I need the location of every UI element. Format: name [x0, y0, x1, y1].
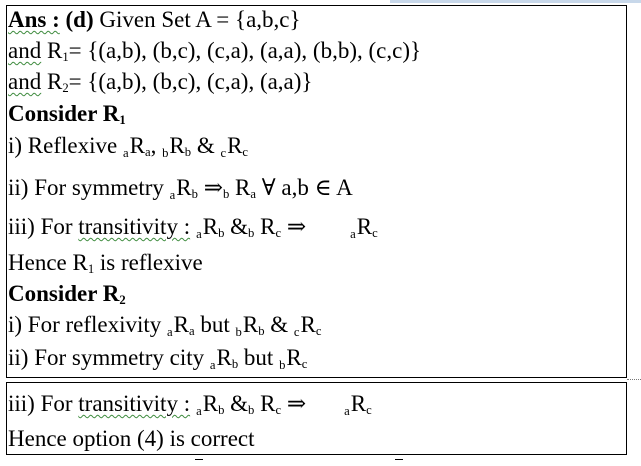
pre-sub: a: [209, 358, 216, 373]
reflexive-line: [8, 132, 248, 160]
r-symbol: R: [41, 69, 63, 94]
subscript: c: [315, 324, 322, 339]
bottom-bracket-marks: [195, 459, 415, 465]
r-symbol: R: [129, 133, 145, 158]
subscript: 1: [62, 50, 69, 65]
final-answer-text: Hence option (4) is correct: [8, 426, 255, 451]
symmetry-line: [8, 174, 353, 202]
r-symbol: R: [286, 345, 302, 370]
pre-sub: b: [162, 146, 169, 161]
given-set-text: Given Set A = {a,b,c}: [93, 7, 301, 32]
pre-sub: a: [196, 227, 202, 242]
r-symbol: R: [350, 391, 367, 416]
pre-sub: a: [350, 227, 356, 242]
ampersand: &: [224, 214, 249, 239]
pre-sub: a: [122, 146, 129, 161]
ampersand: &: [191, 133, 221, 158]
subscript: a: [250, 187, 257, 202]
pre-sub: a: [344, 404, 350, 419]
transitivity-label: iii) For: [8, 391, 79, 416]
r-symbol: R: [254, 214, 276, 239]
symmetry-label: ii) For symmetry: [8, 175, 170, 200]
subscript: b: [231, 357, 239, 372]
r-symbol: R: [176, 175, 192, 200]
comma: ,: [150, 133, 163, 158]
implies-arrow: ⇒: [197, 175, 223, 200]
subscript: a: [144, 145, 151, 160]
implies-arrow: ⇒: [281, 391, 307, 416]
r-symbol: R: [229, 175, 251, 200]
relation-r2-line: [8, 68, 312, 96]
reflexive-label: i) Reflexive: [8, 133, 123, 158]
consider-r2-heading: [8, 280, 126, 308]
pre-sub: a: [196, 404, 202, 419]
subscript: b: [258, 324, 265, 339]
reflexivity-label: i) For reflexivity: [8, 312, 168, 337]
hence-r1-line: [8, 249, 203, 277]
r1-set: = {(a,b), (b,c), (c,a), (a,a), (b,b), (c,c)}: [68, 38, 422, 63]
transitivity-r2-line: [8, 390, 372, 418]
ampersand: &: [264, 312, 294, 337]
subscript: 1: [119, 113, 126, 128]
r-symbol: R: [300, 312, 316, 337]
answer-heading-line: [8, 6, 301, 34]
implies-arrow: ⇒: [281, 214, 307, 239]
subscript: b: [222, 187, 230, 202]
r-symbol: R: [216, 345, 232, 370]
transitivity-label: iii) For: [8, 214, 79, 239]
dotted-rule: [627, 379, 641, 380]
pre-sub: c: [220, 146, 227, 161]
ampersand: &: [224, 391, 249, 416]
transitivity-word: transitivity :: [78, 391, 191, 416]
consider-r1-heading: [8, 100, 126, 128]
top-selection-bar: [390, 0, 641, 3]
subscript: b: [248, 403, 255, 418]
ans-option: (d): [65, 7, 94, 32]
pre-sub: a: [167, 325, 173, 340]
pre-sub: a: [169, 188, 176, 203]
subscript: a: [189, 324, 195, 339]
relation-r1-line: [8, 37, 421, 65]
ans-label: Ans :: [8, 7, 60, 32]
and-word: and: [8, 69, 42, 94]
subscript: c: [242, 145, 249, 160]
r-symbol: R: [242, 312, 259, 337]
pre-sub: b: [235, 325, 242, 340]
reflexive-conclusion: is reflexive: [94, 250, 203, 275]
r-symbol: R: [173, 312, 190, 337]
r-symbol: R: [169, 133, 185, 158]
r2-set: = {(a,b), (b,c), (c,a), (a,a)}: [68, 69, 313, 94]
subscript: b: [191, 187, 198, 202]
transitivity-word: transitivity :: [78, 214, 191, 239]
subscript: 1: [87, 262, 95, 277]
subscript: 2: [62, 81, 69, 96]
subscript: b: [248, 226, 255, 241]
transitivity-line: [8, 213, 378, 241]
subscript: c: [275, 226, 282, 241]
for-all-text: ∀ a,b ∈ A: [256, 175, 353, 200]
subscript: b: [184, 145, 192, 160]
r-symbol: R: [202, 214, 219, 239]
but-word: but: [194, 312, 236, 337]
r-symbol: R: [356, 214, 373, 239]
but-word: but: [238, 345, 280, 370]
symmetry-label: ii) For symmetry city: [8, 345, 210, 370]
subscript: c: [275, 403, 282, 418]
subscript: c: [301, 357, 308, 372]
symmetry-r2-line: [8, 344, 307, 372]
consider-text: Consider R: [8, 281, 120, 306]
r-symbol: R: [202, 391, 219, 416]
subscript: b: [218, 403, 225, 418]
consider-text: Consider R: [8, 101, 120, 126]
pre-sub: b: [279, 358, 286, 373]
subscript: c: [366, 403, 372, 418]
subscript: 2: [119, 293, 126, 308]
r-symbol: R: [227, 133, 243, 158]
r-symbol: R: [254, 391, 276, 416]
r-symbol: R: [41, 38, 63, 63]
final-answer-line: [8, 425, 255, 453]
hence-text: Hence R: [8, 250, 88, 275]
reflexivity-r2-line: [8, 311, 322, 339]
pre-sub: c: [293, 325, 300, 340]
subscript: c: [372, 226, 378, 241]
and-word: and: [8, 38, 42, 63]
subscript: b: [218, 226, 225, 241]
